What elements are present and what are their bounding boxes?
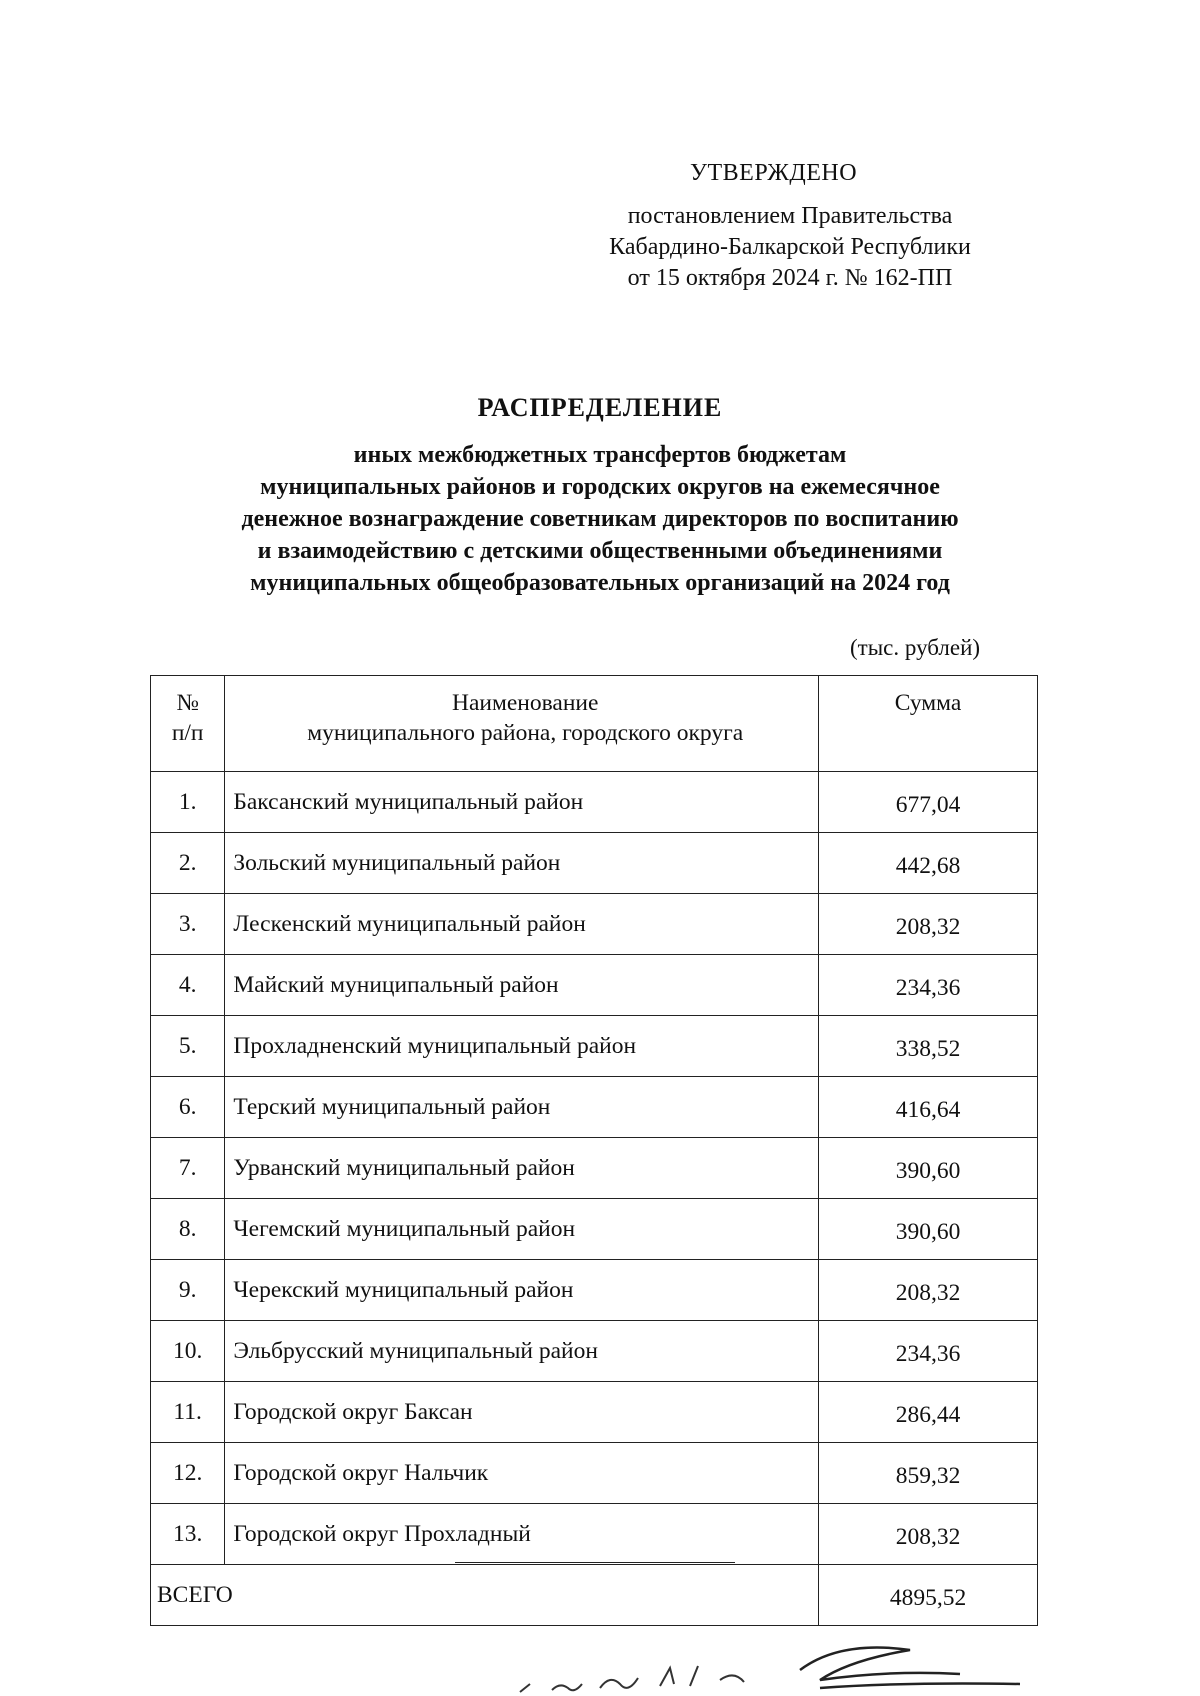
row-sum: 208,32 — [819, 1504, 1038, 1565]
row-sum: 208,32 — [819, 1260, 1038, 1321]
row-sum: 677,04 — [819, 772, 1038, 833]
heading-line-1: иных межбюджетных трансфертов бюджетам — [353, 442, 847, 468]
units-label: (тыс. рублей) — [850, 635, 981, 660]
header-num-line-1: № — [176, 690, 199, 716]
approval-line-3: от 15 октября 2024 г. № 162-ПП — [627, 265, 953, 291]
approval-line-2: Кабардино-Балкарской Республики — [609, 234, 971, 260]
header-name — [225, 676, 819, 772]
header-num-line-2: п/п — [171, 720, 204, 746]
row-name: Чегемский муниципальный район — [225, 1199, 819, 1260]
document-title: РАСПРЕДЕЛЕНИЕ — [477, 393, 723, 422]
row-name: Лескенский муниципальный район — [225, 894, 819, 955]
row-num: 3. — [151, 894, 225, 955]
table-row — [151, 1321, 1038, 1382]
row-sum: 442,68 — [819, 833, 1038, 894]
distribution-table — [150, 675, 1038, 1626]
table-row — [151, 955, 1038, 1016]
total-value: 4895,52 — [819, 1565, 1038, 1626]
total-label: ВСЕГО — [151, 1565, 819, 1626]
table-row — [151, 1382, 1038, 1443]
row-sum: 390,60 — [819, 1138, 1038, 1199]
row-sum: 234,36 — [819, 955, 1038, 1016]
header-name-line-2: муниципального района, городского округа — [307, 720, 744, 746]
document-heading — [160, 393, 1040, 599]
table-row — [151, 1016, 1038, 1077]
row-name: Эльбрусский муниципальный район — [225, 1321, 819, 1382]
heading-line-2: муниципальных районов и городских округов на ежемесячное — [260, 474, 940, 500]
row-num: 7. — [151, 1138, 225, 1199]
row-sum: 208,32 — [819, 894, 1038, 955]
row-name: Прохладненский муниципальный район — [225, 1016, 819, 1077]
row-num: 10. — [151, 1321, 225, 1382]
row-num: 4. — [151, 955, 225, 1016]
table-header-row — [151, 676, 1038, 772]
row-num: 9. — [151, 1260, 225, 1321]
row-name: Баксанский муниципальный район — [225, 772, 819, 833]
row-name: Городской округ Прохладный — [225, 1504, 819, 1565]
row-name: Городской округ Нальчик — [225, 1443, 819, 1504]
row-num: 2. — [151, 833, 225, 894]
table-row — [151, 772, 1038, 833]
approval-line-1: постановлением Правительства — [627, 203, 953, 229]
row-name: Зольский муниципальный район — [225, 833, 819, 894]
row-sum: 234,36 — [819, 1321, 1038, 1382]
row-sum: 390,60 — [819, 1199, 1038, 1260]
approval-title: УТВЕРЖДЕНО — [690, 160, 858, 186]
approval-block — [560, 158, 1020, 294]
heading-line-3: денежное вознаграждение советникам директоров по воспитанию — [241, 506, 959, 532]
table-row — [151, 1260, 1038, 1321]
table-row — [151, 1443, 1038, 1504]
row-name: Урванский муниципальный район — [225, 1138, 819, 1199]
header-num — [151, 676, 225, 772]
closing-rule — [455, 1562, 735, 1563]
table-row — [151, 894, 1038, 955]
row-num: 11. — [151, 1382, 225, 1443]
table-row — [151, 1077, 1038, 1138]
header-sum: Сумма — [819, 676, 1038, 772]
heading-line-5: муниципальных общеобразовательных организаций на 2024 год — [250, 570, 950, 596]
table-row — [151, 1199, 1038, 1260]
header-name-line-1: Наименование — [452, 690, 599, 716]
row-num: 8. — [151, 1199, 225, 1260]
table-row — [151, 833, 1038, 894]
table-row — [151, 1138, 1038, 1199]
row-num: 1. — [151, 772, 225, 833]
row-sum: 286,44 — [819, 1382, 1038, 1443]
row-sum: 338,52 — [819, 1016, 1038, 1077]
row-name: Майский муниципальный район — [225, 955, 819, 1016]
table-total-row — [151, 1565, 1038, 1626]
row-num: 6. — [151, 1077, 225, 1138]
row-sum: 859,32 — [819, 1443, 1038, 1504]
row-name: Терский муниципальный район — [225, 1077, 819, 1138]
heading-line-4: и взаимодействию с детскими общественными объединениями — [257, 538, 943, 564]
signature-scribble — [500, 1640, 1140, 1696]
row-num: 13. — [151, 1504, 225, 1565]
table-row — [151, 1504, 1038, 1565]
row-num: 12. — [151, 1443, 225, 1504]
row-name: Городской округ Баксан — [225, 1382, 819, 1443]
row-name: Черекский муниципальный район — [225, 1260, 819, 1321]
row-num: 5. — [151, 1016, 225, 1077]
row-sum: 416,64 — [819, 1077, 1038, 1138]
